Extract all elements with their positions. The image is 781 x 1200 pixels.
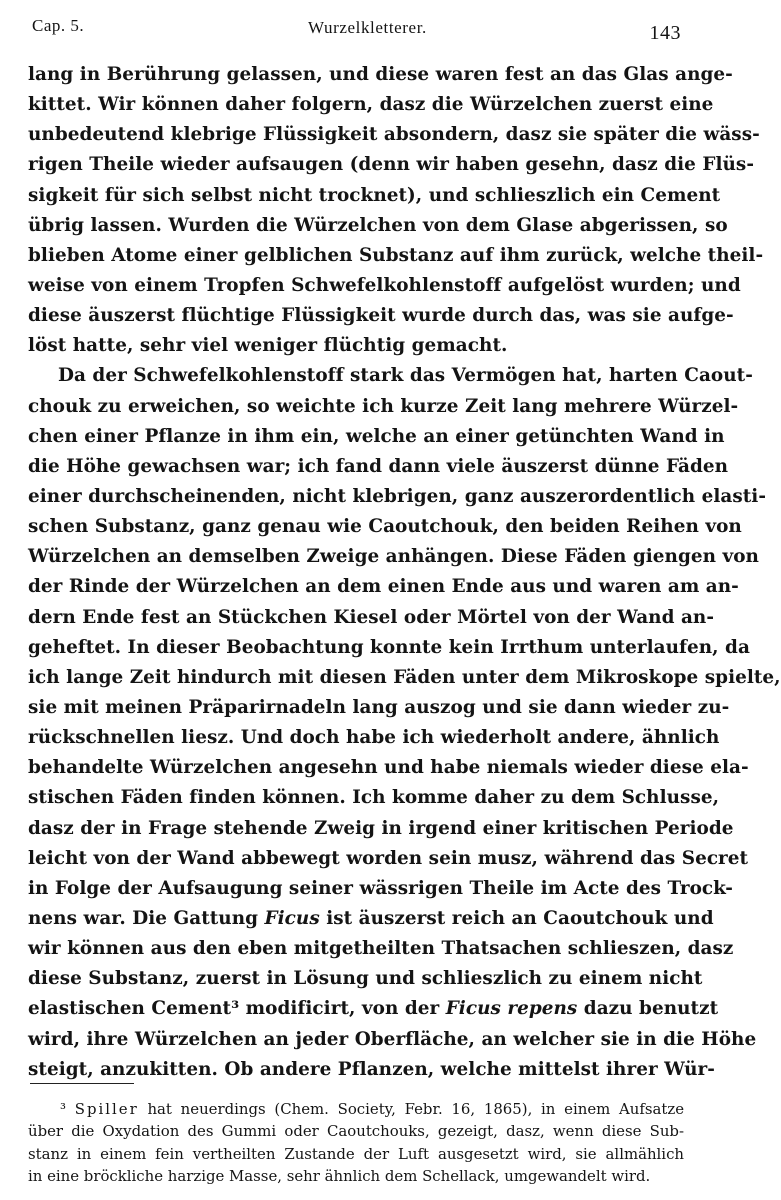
text-line: der Rinde der Würzelchen an dem einen Ende aus und waren am an- <box>28 576 739 598</box>
text-line: behandelte Würzelchen angesehn und habe niemals wieder diese ela- <box>28 757 749 779</box>
text-line: kittet. Wir können daher folgern, dasz die Würzelchen zuerst eine <box>28 94 714 116</box>
running-header <box>28 16 683 44</box>
page-number: 143 <box>649 22 681 44</box>
text-line: steigt, anzukitten. Ob andere Pflanzen, welche mittelst ihrer Wür- <box>28 1058 715 1080</box>
text-line: sigkeit für sich selbst nicht trocknet), und schlieszlich ein Cement <box>28 184 721 206</box>
text-line: ich lange Zeit hindurch mit diesen Fäden unter dem Mikroskope spielte, <box>28 666 781 688</box>
italic-species-name: Ficus repens <box>445 998 578 1020</box>
text-line: dern Ende fest an Stückchen Kiesel oder Mörtel von der Wand an- <box>28 606 715 628</box>
text-line: die Höhe gewachsen war; ich fand dann viele äuszerst dünne Fäden <box>28 455 729 477</box>
running-title: Wurzelkletterer. <box>308 18 427 37</box>
text-line: dasz der in Frage stehende Zweig in irgend einer kritischen Periode <box>28 817 734 839</box>
footnote-divider <box>30 1083 134 1084</box>
line-part: elastischen Cement³ modificirt, von der <box>28 998 440 1020</box>
text-line: diese äuszerst flüchtige Flüssigkeit wurde durch das, was sie aufge- <box>28 305 734 327</box>
text-line: blieben Atome einer gelblichen Substanz auf ihm zurück, welche theil- <box>28 244 764 266</box>
text-line-with-italic <box>28 904 714 934</box>
main-text <box>28 60 781 1085</box>
text-line: lang in Berührung gelassen, und diese waren fest an das Glas ange- <box>28 64 733 85</box>
text-line: übrig lassen. Wurden die Würzelchen von dem Glase abgerissen, so <box>28 214 728 236</box>
text-line: Würzelchen an demselben Zweige anhängen. Diese Fäden giengen von <box>28 546 759 568</box>
footnote-text: hat neuerdings (Chem. Society, Febr. 16, 1865), in einem Aufsatze <box>147 1100 685 1118</box>
text-line: in Folge der Aufsaugung seiner wässrigen Theile im Acte des Trock- <box>28 877 733 899</box>
text-line: wir können aus den eben mitgetheilten Thatsachen schlieszen, dasz <box>28 938 734 960</box>
text-line: geheftet. In dieser Beobachtung konnte kein Irrthum unterlaufen, da <box>28 636 750 658</box>
footnote-line: in eine bröckliche harzige Masse, sehr ähnlich dem Schellack, umgewandelt wird. <box>28 1167 651 1186</box>
footnote-line: über die Oxydation des Gummi oder Caoutchouks, gezeigt, dasz, wenn diese Sub- <box>28 1122 684 1141</box>
text-line-with-italic <box>28 994 719 1024</box>
text-line: rückschnellen liesz. Und doch habe ich wiederholt andere, ähnlich <box>28 727 720 749</box>
italic-genus-name: Ficus <box>264 907 320 929</box>
paragraph-start-line: Da der Schwefelkohlenstoff stark das Vermögen hat, harten Caout- <box>58 365 753 387</box>
footnote <box>28 1098 684 1188</box>
line-part: nens war. Die Gattung <box>28 907 259 929</box>
footnote-author: Spiller <box>74 1100 139 1118</box>
text-line: chouk zu erweichen, so weichte ich kurze Zeit lang mehrere Würzel- <box>28 395 739 417</box>
text-line: diese Substanz, zuerst in Lösung und schlieszlich zu einem nicht <box>28 968 703 990</box>
footnote-line <box>28 1098 684 1120</box>
footnote-marker: ³ <box>60 1100 66 1118</box>
chapter-label: Cap. 5. <box>32 16 85 35</box>
text-line: chen einer Pflanze in ihm ein, welche an einer getünchten Wand in <box>28 425 725 447</box>
text-line: stischen Fäden finden können. Ich komme daher zu dem Schlusse, <box>28 787 720 809</box>
text-line: unbedeutend klebrige Flüssigkeit absondern, dasz sie später die wäss- <box>28 124 760 146</box>
paragraph-end-line: löst hatte, sehr viel weniger flüchtig gemacht. <box>28 335 508 357</box>
text-line: leicht von der Wand abbewegt worden sein musz, während das Secret <box>28 847 749 869</box>
footnote-line: stanz in einem fein vertheilten Zustande der Luft ausgesetzt wird, sie allmählich <box>28 1144 684 1163</box>
text-line: weise von einem Tropfen Schwefelkohlenstoff aufgelöst wurden; und <box>28 274 741 296</box>
text-line: wird, ihre Würzelchen an jeder Oberfläche, an welcher sie in die Höhe <box>28 1028 757 1050</box>
text-line: schen Substanz, ganz genau wie Caoutchouk, den beiden Reihen von <box>28 516 742 538</box>
text-line: rigen Theile wieder aufsaugen (denn wir haben gesehn, dasz die Flüs- <box>28 154 755 176</box>
line-part: ist äuszerst reich an Caoutchouk und <box>326 907 714 929</box>
line-part: dazu benutzt <box>583 998 719 1020</box>
text-line: sie mit meinen Präparirnadeln lang auszog und sie dann wieder zu- <box>28 696 730 718</box>
text-line: einer durchscheinenden, nicht klebrigen, ganz auszerordentlich elasti- <box>28 485 767 507</box>
